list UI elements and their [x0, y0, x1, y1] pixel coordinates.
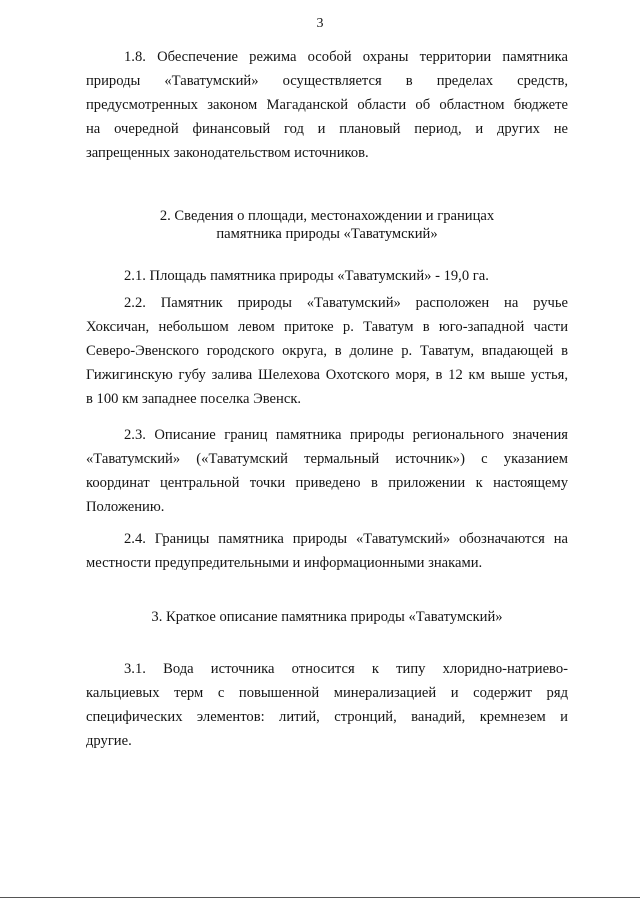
text-line: Гижигинскую губу залива Шелехова Охотского моря, в 12 км выше устья,	[86, 367, 568, 383]
paragraph-1-8	[86, 45, 568, 165]
text-line: кальциевых терм с повышенной минерализацией и содержит ряд	[86, 685, 568, 701]
heading-line: 2. Сведения о площади, местонахождении и границах	[159, 208, 495, 224]
text-line: на очередной финансовый год и плановый период, и других не	[86, 121, 568, 137]
text-line: местности предупредительными и информационными знаками.	[86, 555, 483, 571]
text-line: предусмотренных законом Магаданской области об областном бюджете	[86, 97, 568, 113]
paragraph-3-1	[86, 657, 568, 753]
heading-line: 3. Краткое описание памятника природы «Таватумский»	[151, 609, 503, 625]
paragraph-2-4	[86, 527, 568, 575]
text-line: специфических элементов: литий, стронций, ванадий, кремнезем и	[86, 709, 568, 725]
paragraph-2-2	[86, 291, 568, 411]
text-line: Положению.	[86, 499, 165, 515]
text-line: 1.8. Обеспечение режима особой охраны территории памятника	[124, 49, 568, 65]
text-line: Северо-Эвенского городского округа, в долине р. Таватум, впадающей в	[86, 343, 568, 359]
text-line: в 100 км западнее поселка Эвенск.	[86, 391, 302, 407]
paragraph-2-3	[86, 423, 568, 519]
text-line: 2.1. Площадь памятника природы «Таватумский» - 19,0 га.	[124, 268, 489, 284]
text-line: запрещенных законодательством источников.	[86, 145, 369, 161]
text-line: другие.	[86, 733, 132, 749]
text-line: «Таватумский» («Таватумский термальный источник») с указанием	[86, 451, 568, 467]
text-line: Хоксичан, небольшом левом притоке р. Таватум в юго-западной части	[86, 319, 568, 335]
text-line: 2.4. Границы памятника природы «Таватумский» обозначаются на	[124, 531, 568, 547]
paragraph-2-1	[86, 264, 568, 288]
section-2-heading	[86, 207, 568, 243]
text-line: координат центральной точки приведено в приложении к настоящему	[86, 475, 568, 491]
text-line: природы «Таватумский» осуществляется в пределах средств,	[86, 73, 568, 89]
text-line: 3.1. Вода источника относится к типу хлоридно-натриево-	[124, 661, 568, 677]
text-line: 2.3. Описание границ памятника природы регионального значения	[124, 427, 568, 443]
bottom-divider	[0, 897, 640, 898]
page-number: 3	[316, 16, 324, 31]
heading-line: памятника природы «Таватумский»	[216, 226, 438, 242]
text-line: 2.2. Памятник природы «Таватумский» расположен на ручье	[124, 295, 568, 311]
section-3-heading	[86, 608, 568, 626]
